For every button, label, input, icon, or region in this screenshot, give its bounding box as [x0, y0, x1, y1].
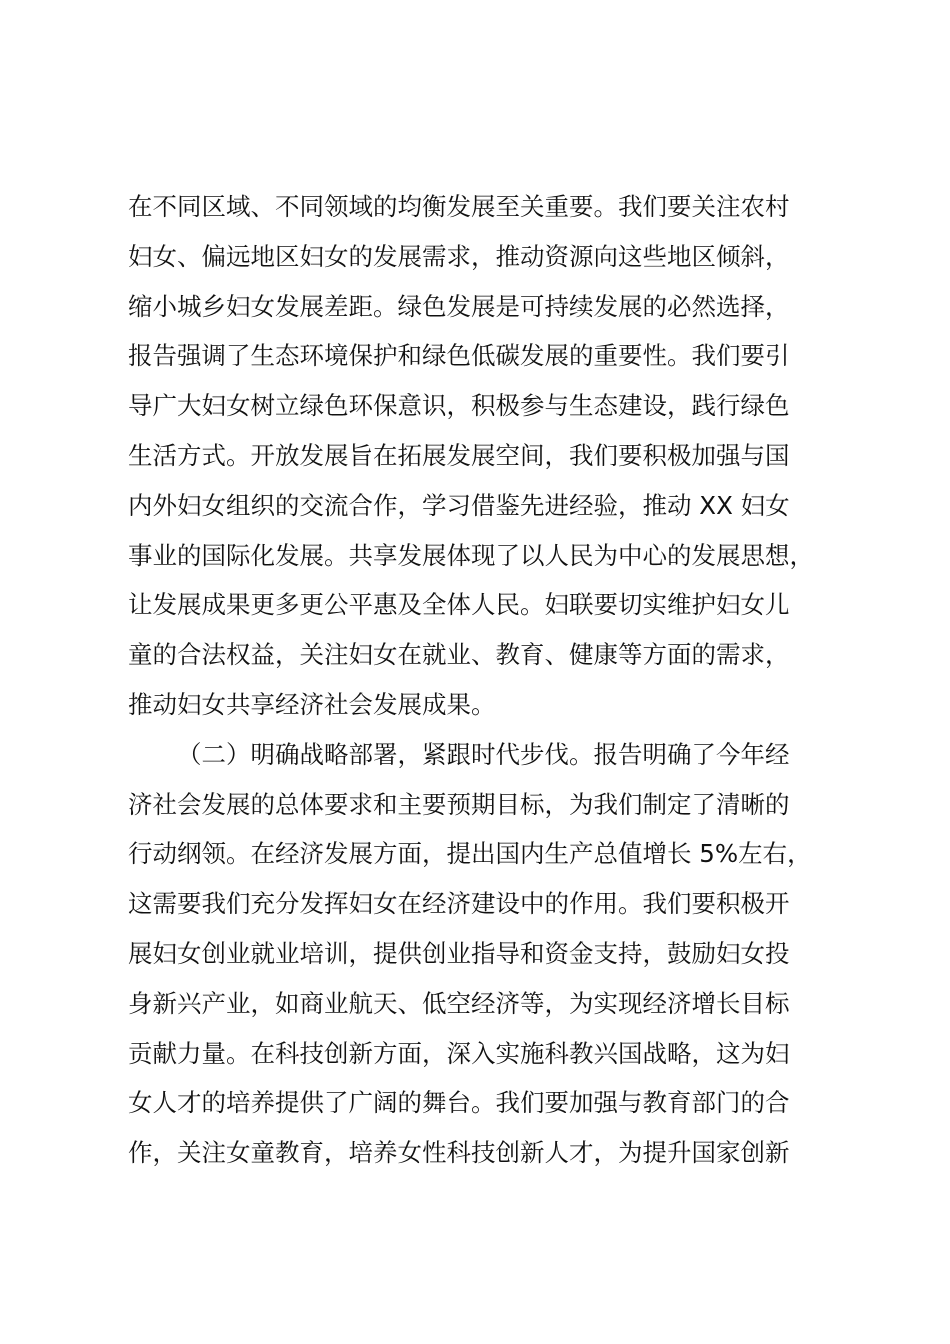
- text-line: 让发展成果更多更公平惠及全体人民。妇联要切实维护妇女儿: [128, 590, 790, 620]
- text-line: 事业的国际化发展。共享发展体现了以人民为中心的发展思想，: [128, 540, 814, 570]
- text-line: 生活方式。开放发展旨在拓展发展空间，我们要积极加强与国: [128, 440, 790, 470]
- body-text: [128, 182, 868, 1178]
- text-line: 在不同区域、不同领域的均衡发展至关重要。我们要关注农村: [128, 192, 790, 221]
- text-line: 导广大妇女树立绿色环保意识，积极参与生态建设，践行绿色: [128, 391, 790, 421]
- text-line: 内外妇女组织的交流合作，学习借鉴先进经验，推动 XX 妇女: [128, 490, 790, 520]
- paragraph-heading-line: （二）明确战略部署，紧跟时代步伐。报告明确了今年经: [177, 739, 790, 769]
- text-line: 女人才的培养提供了广阔的舞台。我们要加强与教育部门的合: [128, 1088, 790, 1118]
- text-line: 童的合法权益，关注妇女在就业、教育、健康等方面的需求，: [128, 640, 790, 670]
- text-line: 作，关注女童教育，培养女性科技创新人才，为提升国家创新: [128, 1138, 790, 1168]
- text-line: 身新兴产业，如商业航天、低空经济等，为实现经济增长目标: [128, 988, 790, 1018]
- text-line: 济社会发展的总体要求和主要预期目标，为我们制定了清晰的: [128, 789, 790, 819]
- text-line: 报告强调了生态环境保护和绿色低碳发展的重要性。我们要引: [128, 341, 790, 371]
- text-line: 贡献力量。在科技创新方面，深入实施科教兴国战略，这为妇: [128, 1038, 790, 1068]
- text-line: 推动妇女共享经济社会发展成果。: [128, 689, 496, 719]
- text-line: 行动纲领。在经济发展方面，提出国内生产总值增长 5%左右，: [128, 839, 812, 869]
- text-line: 缩小城乡妇女发展差距。绿色发展是可持续发展的必然选择，: [128, 291, 790, 321]
- text-line: 这需要我们充分发挥妇女在经济建设中的作用。我们要积极开: [128, 889, 790, 919]
- text-line: 展妇女创业就业培训，提供创业指导和资金支持，鼓励妇女投: [128, 938, 790, 968]
- text-line: 妇女、偏远地区妇女的发展需求，推动资源向这些地区倾斜，: [128, 241, 790, 271]
